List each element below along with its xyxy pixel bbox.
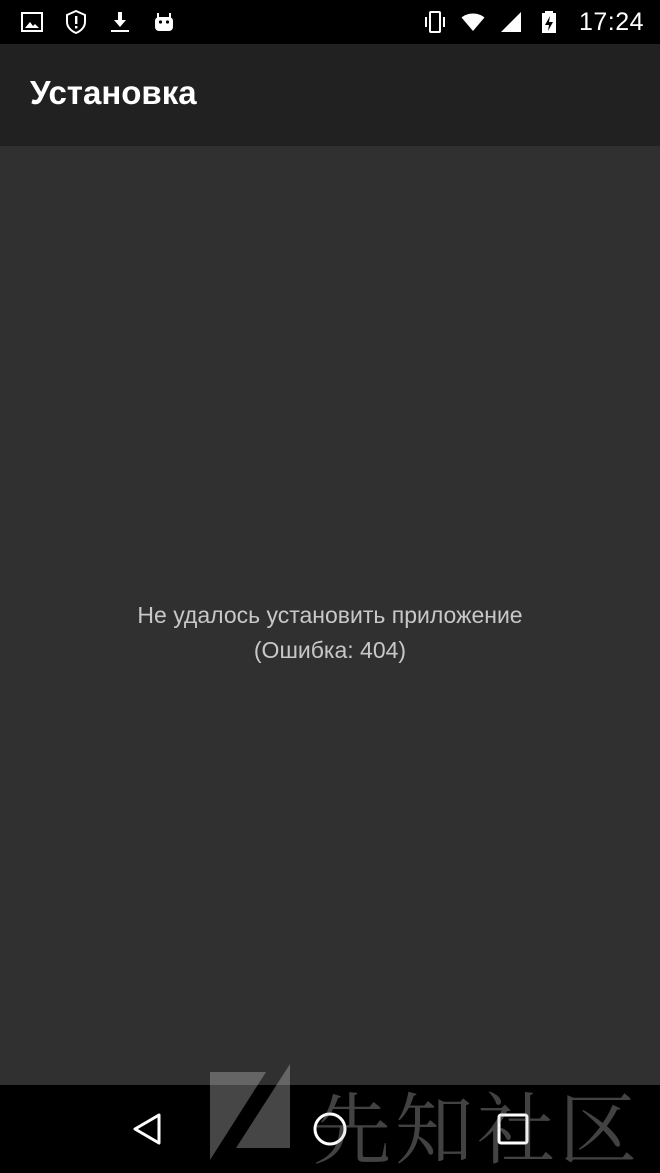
home-icon (308, 1107, 352, 1151)
error-message (0, 598, 660, 668)
page-title: Установка (30, 74, 197, 111)
navigation-bar (0, 1085, 660, 1173)
back-button[interactable] (125, 1107, 169, 1151)
error-message-line2: (Ошибка: 404) (253, 637, 407, 663)
back-icon (125, 1107, 169, 1151)
error-message-line1: Не удалось установить приложение (137, 602, 523, 628)
status-bar-notifications (20, 0, 176, 44)
home-button[interactable] (308, 1107, 352, 1151)
download-icon (108, 10, 132, 34)
app-bar (0, 44, 660, 146)
alert-icon (64, 10, 88, 34)
battery-charging-icon (537, 10, 561, 34)
status-bar-system (423, 0, 644, 44)
android-icon (152, 10, 176, 34)
recents-icon (491, 1107, 535, 1151)
signal-icon (499, 10, 523, 34)
status-bar-time: 17:24 (578, 7, 644, 36)
content-area (0, 146, 660, 1085)
vibrate-icon (423, 10, 447, 34)
watermark-text: 先知社区 (313, 1086, 642, 1173)
status-bar (0, 0, 660, 44)
wifi-icon (461, 10, 485, 34)
image-icon (20, 10, 44, 34)
recents-button[interactable] (491, 1107, 535, 1151)
